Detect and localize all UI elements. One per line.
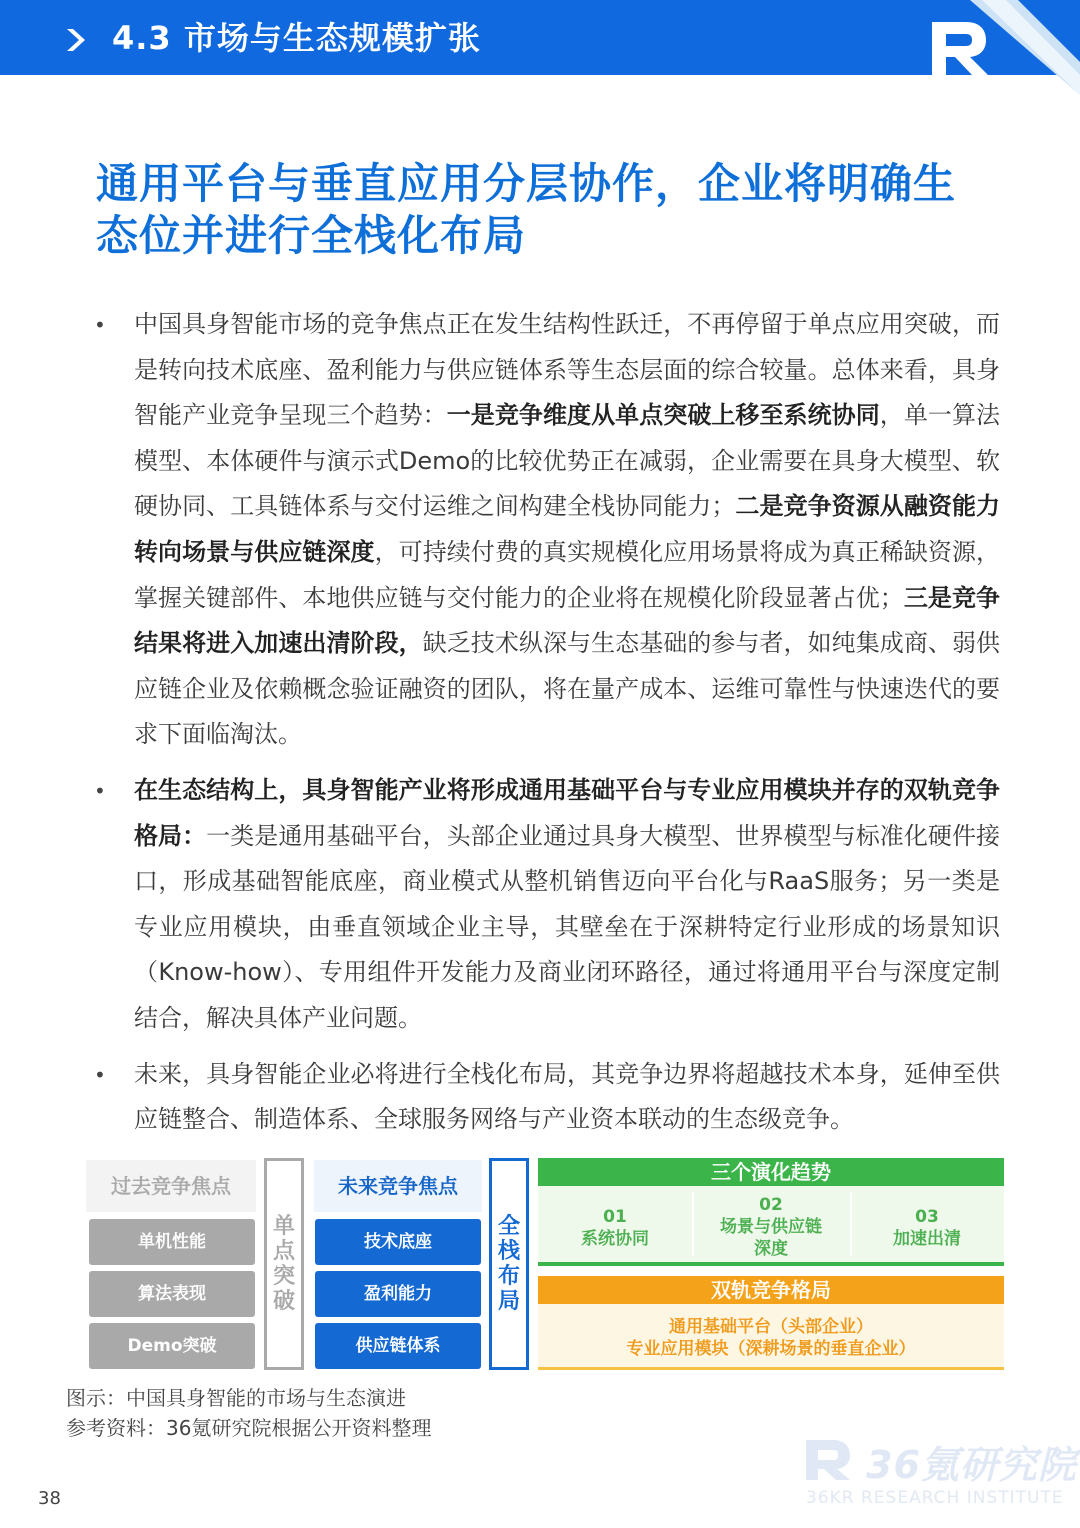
36kr-r-logo-icon [900, 0, 1080, 95]
past-focus-item: 算法表现 [89, 1271, 255, 1317]
bullet-icon: • [94, 313, 106, 337]
body-text: 中国具身智能市场的竞争焦点正在发生结构性跃迁，不再停留于单点应用突破，而是转向技术底座、盈利能力与供应链体系等生态层面的综合较量。总体来看，具身智能产业竞争呈现三个趋势： [134, 310, 1000, 430]
future-focus-item: 供应链体系 [315, 1323, 481, 1369]
bullet-text [134, 1052, 1000, 1143]
emphasis-text: 一是竞争维度从单点突破上移至系统协同 [446, 401, 880, 430]
dual-track-panel [538, 1276, 1004, 1370]
figure-caption: 图示：中国具身智能的市场与生态演进 [66, 1386, 406, 1410]
body-text: ，单一算法模型、本体硬件与演示式Demo的比较优势正在减弱，企业需要在具身大模型、软硬协同、工具链体系与交付运维之间构建全栈协同能力； [134, 401, 1001, 521]
dual-track-line: 专业应用模块（深耕场景的垂直企业） [626, 1339, 916, 1359]
trend-divider [692, 1192, 694, 1256]
future-focus-title: 未来竞争焦点 [314, 1160, 482, 1212]
market-ecosystem-diagram [84, 1158, 1006, 1372]
body-text: 缺乏技术纵深与生态基础的参与者，如纯集成商、弱供应链企业及依赖概念验证融资的团队，将在量产成本、运维可靠性与快速迭代的要求下面临淘汰。 [134, 629, 1001, 749]
body-text: 未来，具身智能企业必将进行全栈化布局，其竞争边界将超越技术本身，延伸至供应链整合、制造体系、全球服务网络与产业资本联动的生态级竞争。 [134, 1059, 1000, 1134]
watermark-brand: 36氪研究院 [866, 1443, 1077, 1487]
body-text: ，可持续付费的真实规模化应用场景将成为真正稀缺资源，掌握关键部件、本地供应链与交付能力的企业将在规模化阶段显著占优； [134, 537, 1001, 612]
future-focus-item: 技术底座 [315, 1219, 481, 1265]
section-title: 4.3 市场与生态规模扩张 [112, 19, 481, 57]
emphasis-text: 三是竞争结果将进入加速出清阶段， [134, 583, 1001, 658]
dual-track-line: 通用基础平台（头部企业） [669, 1317, 873, 1337]
body-text: 一类是通用基础平台，头部企业通过具身大模型、世界模型与标准化硬件接口，形成基础智能底座，商业模式从整机销售迈向平台化与RaaS服务；另一类是专业应用模块，由垂直领域企业主导，其壁垒在于深耕特定行业形成的场景知识（Know-how）、专用组件开发能力及商业闭环路径，通过将通用平台与深度定制结合，解决具体产业问题。 [134, 821, 1000, 1032]
trends-title: 三个演化趋势 [538, 1158, 1004, 1186]
trend-label: 加速出清 [893, 1229, 961, 1249]
bullet-icon: • [94, 1062, 106, 1087]
bullet-text [134, 768, 1000, 1042]
trend-item [696, 1194, 846, 1260]
trend-item [540, 1206, 690, 1250]
bullet-text [134, 302, 1000, 758]
trend-number: 01 [603, 1207, 627, 1227]
bullet-icon: • [94, 778, 106, 803]
trends-panel [538, 1158, 1004, 1266]
trend-item [852, 1206, 1002, 1250]
trend-label: 场景与供应链深度 [720, 1217, 822, 1259]
past-focus-item: Demo突破 [89, 1323, 255, 1369]
page-headline: 通用平台与垂直应用分层协作，企业将明确生态位并进行全栈化布局 [96, 159, 957, 260]
single-point-label-box [264, 1158, 304, 1370]
dual-track-title: 双轨竞争格局 [538, 1276, 1004, 1304]
source-caption: 参考资料：36氪研究院根据公开资料整理 [66, 1416, 432, 1440]
trend-number: 02 [759, 1195, 783, 1215]
future-focus-item: 盈利能力 [315, 1271, 481, 1317]
single-point-label: 单点突破 [272, 1214, 295, 1314]
bullet-item [90, 302, 1000, 758]
full-stack-label: 全栈布局 [497, 1214, 520, 1314]
chevron-right-icon [64, 27, 88, 53]
emphasis-text: 在生态结构上，具身智能产业将形成通用基础平台与专业应用模块并存的双轨竞争格局： [134, 775, 1000, 850]
36kr-r-logo-icon [804, 1436, 852, 1482]
bullet-list [90, 302, 1000, 1153]
trend-number: 03 [915, 1207, 939, 1227]
full-stack-label-box [489, 1158, 529, 1370]
trend-label: 系统协同 [581, 1229, 649, 1249]
past-focus-item: 单机性能 [89, 1219, 255, 1265]
past-focus-title: 过去竞争焦点 [86, 1160, 256, 1212]
emphasis-text: 二是竞争资源从融资能力转向场景与供应链深度 [134, 492, 1001, 566]
watermark-brand-en: 36KR RESEARCH INSTITUTE [806, 1488, 1064, 1508]
bullet-item [90, 768, 1000, 1042]
bullet-item [90, 1052, 1000, 1143]
page-number: 38 [38, 1488, 61, 1509]
